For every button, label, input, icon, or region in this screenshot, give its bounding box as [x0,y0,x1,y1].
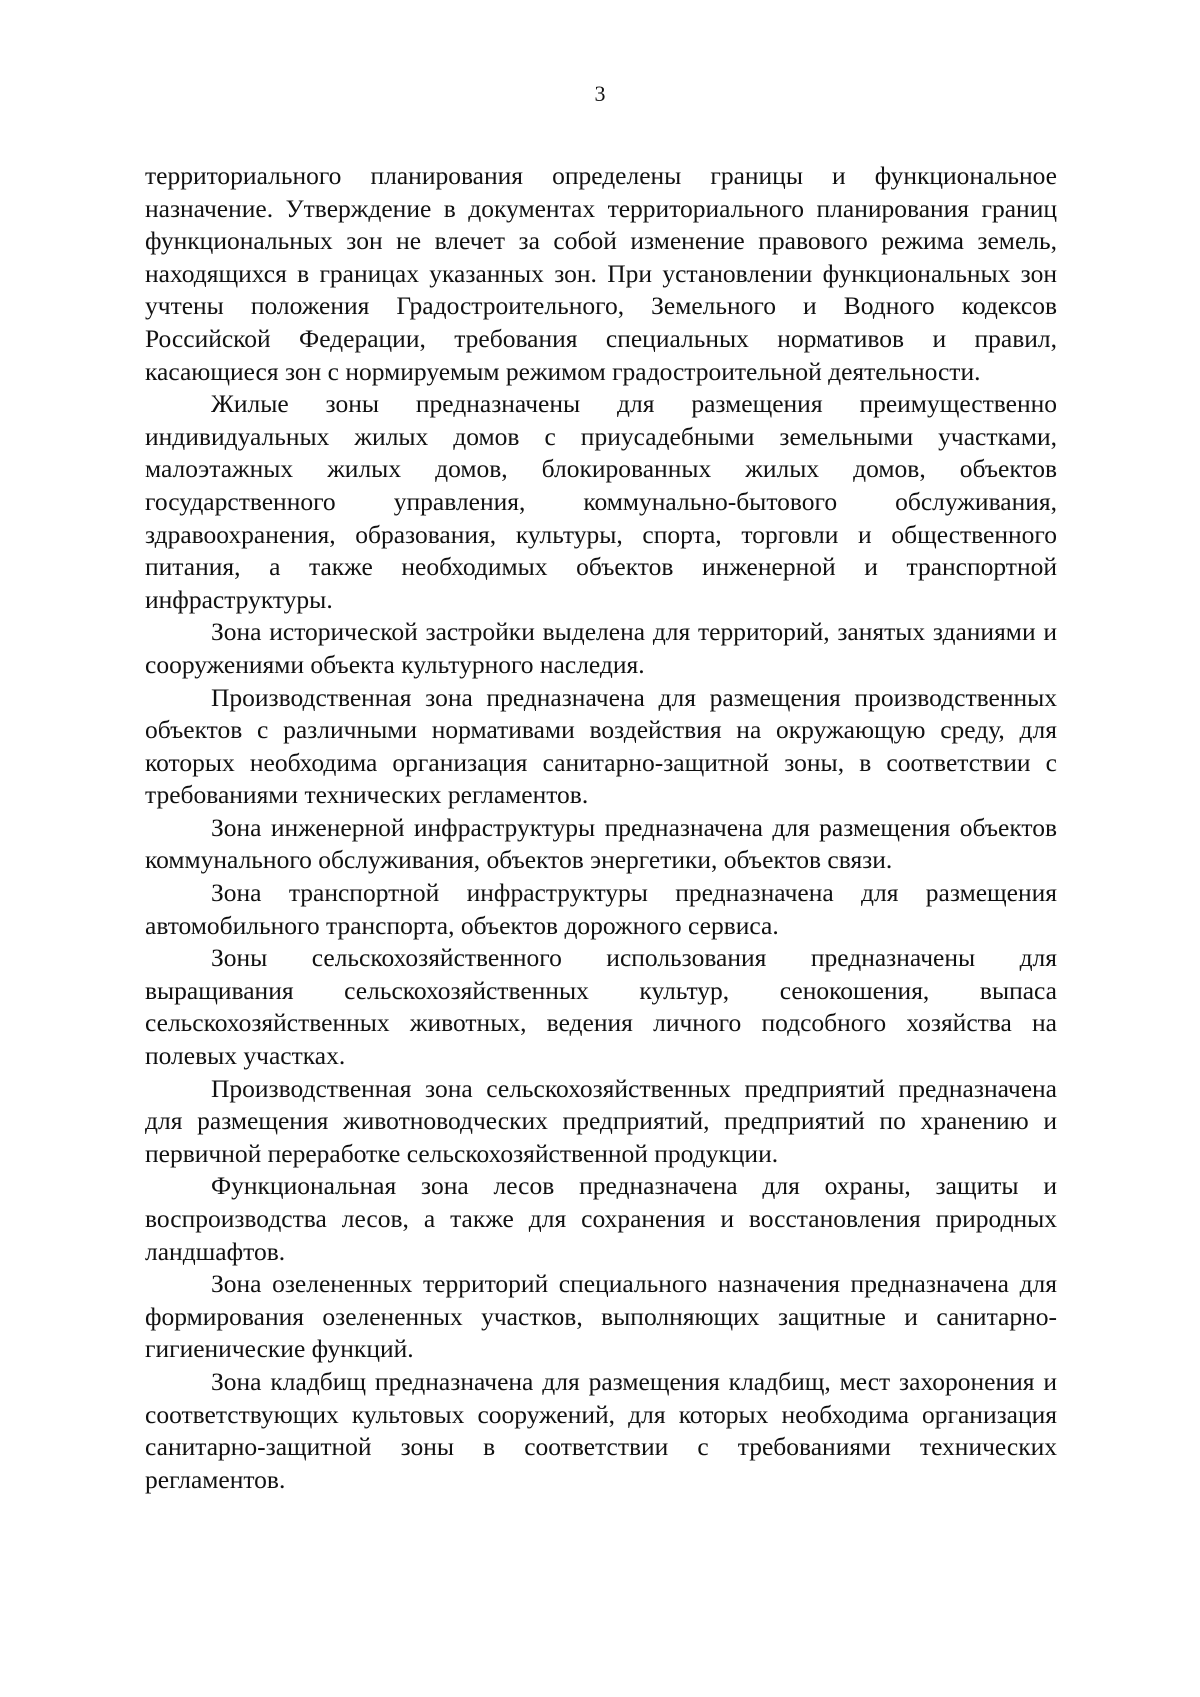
paragraph-historic-zone: Зона исторической застройки выделена для территорий, занятых зданиями и сооружениями объекта культурного наследия. [145,617,1057,679]
paragraph-agricultural-zones: Зоны сельскохозяйственного использования предназначены для выращивания сельскохозяйственных культур, сенокошения, выпаса сельскохозяйственных животных, ведения личного подсобного хозяйства на полевых участках. [145,943,1057,1071]
paragraph-forest-zone: Функциональная зона лесов предназначена для охраны, защиты и воспроизводства лесов, а также для сохранения и восстановления природных ландшафтов. [145,1171,1057,1266]
page-number: 3 [594,81,606,106]
paragraph-residential-zones: Жилые зоны предназначены для размещения преимущественно индивидуальных жилых домов с приусадебными земельными участками, малоэтажных жилых домов, блокированных жилых домов, объектов государственного управления, коммунально-бытового обслуживания, здравоохранения, образования, культуры, спорта, торговли и общественного питания, а также необходимых объектов инженерной и транспортной инфраструктуры. [145,389,1057,614]
paragraph-engineering-zone: Зона инженерной инфраструктуры предназначена для размещения объектов коммунального обслуживания, объектов энергетики, объектов связи. [145,812,1057,875]
paragraph-green-special-zone: Зона озелененных территорий специального назначения предназначена для формирования озелененных участков, выполняющих защитные и санитарно-гигиенические функций. [145,1269,1057,1364]
paragraph-transport-zone: Зона транспортной инфраструктуры предназначена для размещения автомобильного транспорта, объектов дорожного сервиса. [145,878,1057,940]
paragraph-industrial-zone: Производственная зона предназначена для размещения производственных объектов с различными нормативами воздействия на окружающую среду, для которых необходима организация санитарно-защитной зоны, в соответствии с требованиями технических регламентов. [145,682,1057,810]
document-body [145,160,1057,1496]
paragraph-agricultural-enterprises-zone: Производственная зона сельскохозяйственных предприятий предназначена для размещения животноводческих предприятий, предприятий по хранению и первичной переработке сельскохозяйственной продукции. [145,1073,1057,1168]
paragraph-cemetery-zone: Зона кладбищ предназначена для размещения кладбищ, мест захоронения и соответствующих культовых сооружений, для которых необходима организация санитарно-защитной зоны в соответствии с требованиями технических регламентов. [145,1366,1057,1494]
paragraph-continuation: территориального планирования определены границы и функциональное назначение. Утверждение в документах территориального планирования границ функциональных зон не влечет за собой изменение правового режима земель, находящихся в границах указанных зон. При установлении функциональных зон учтены положения Градостроительного, Земельного и Водного кодексов Российской Федерации, требования специальных нормативов и правил, касающиеся зон с нормируемым режимом градостроительной деятельности. [145,161,1057,386]
